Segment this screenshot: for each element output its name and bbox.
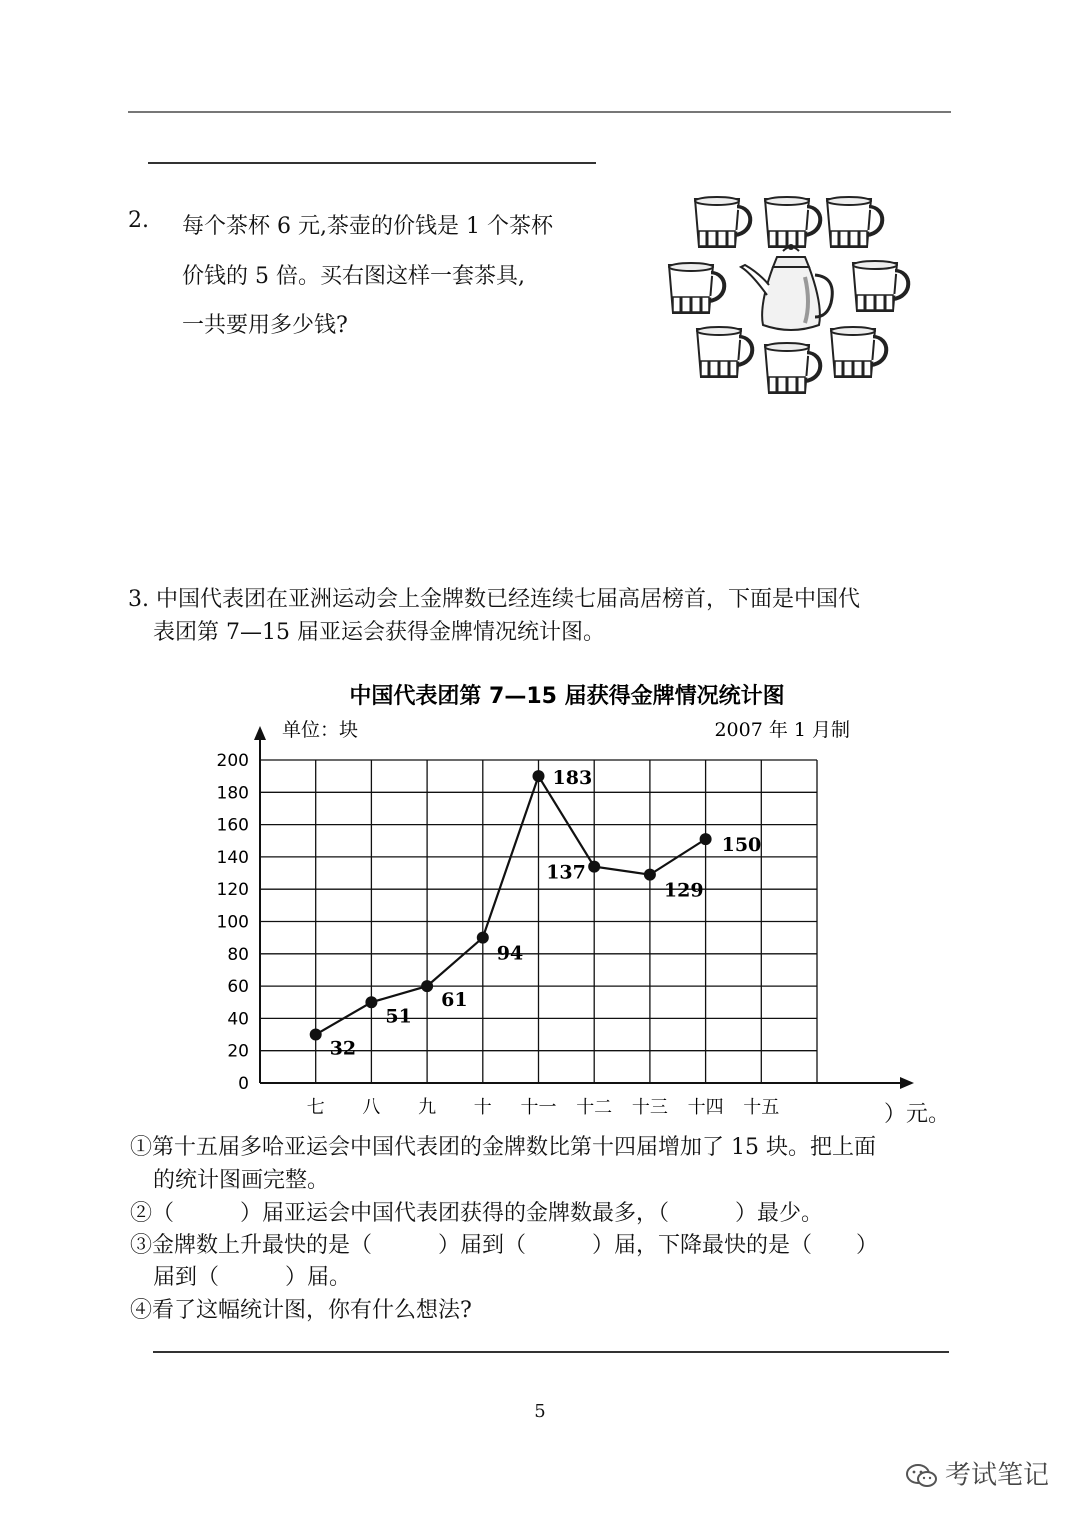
watermark-text: 考试笔记 xyxy=(945,1460,1050,1491)
watermark xyxy=(905,1462,1049,1490)
cup-icon xyxy=(853,261,908,311)
x-axis-arrow-icon xyxy=(900,1077,914,1089)
question-2-line-1: 每个茶杯 6 元,茶壶的价钱是 1 个茶杯 xyxy=(182,214,553,239)
data-point xyxy=(533,770,545,782)
cup-icon xyxy=(765,197,820,247)
y-tick-label: 0 xyxy=(238,1074,249,1094)
y-tick-label: 120 xyxy=(216,880,249,901)
x-tick-label: 十 xyxy=(473,1097,492,1118)
question-2-line-2: 价钱的 5 倍。买右图这样一套茶具, xyxy=(182,264,525,289)
y-tick-label: 20 xyxy=(227,1041,249,1062)
chart-date-label: 2007 年 1 月制 xyxy=(714,719,850,741)
answer-rule-top xyxy=(148,162,596,164)
y-tick-label: 80 xyxy=(227,944,249,965)
subquestion-3-line-2: 届到（ ）届。 xyxy=(153,1265,352,1290)
data-point xyxy=(421,980,433,992)
answer-rule-bottom xyxy=(153,1351,949,1353)
data-label: 183 xyxy=(552,767,593,790)
y-tick-label: 60 xyxy=(227,977,249,998)
question-3-line-2: 表团第 7—15 届亚运会获得金牌情况统计图。 xyxy=(153,620,605,645)
x-tick-label: 八 xyxy=(362,1097,381,1118)
cup-icon xyxy=(827,197,882,247)
data-point xyxy=(310,1029,322,1041)
data-label: 129 xyxy=(663,879,704,902)
cup-icon xyxy=(695,197,750,247)
header-rule xyxy=(128,111,951,113)
x-tick-label: 十四 xyxy=(687,1097,724,1118)
y-axis-arrow-icon xyxy=(254,726,266,740)
data-label: 61 xyxy=(441,989,468,1012)
data-point xyxy=(644,869,656,881)
series-line xyxy=(316,776,706,1034)
teapot-icon xyxy=(741,244,832,330)
x-tick-label: 十一 xyxy=(520,1097,557,1118)
data-point xyxy=(700,833,712,845)
y-tick-label: 140 xyxy=(216,847,249,868)
y-tick-label: 100 xyxy=(216,912,249,933)
x-tick-label: 七 xyxy=(306,1097,325,1118)
subquestion-1-line-1: ①第十五届多哈亚运会中国代表团的金牌数比第十四届增加了 15 块。把上面 xyxy=(130,1135,876,1160)
subquestion-1-line-2: 的统计图画完整。 xyxy=(153,1168,330,1193)
cup-icon xyxy=(765,343,820,393)
data-label: 150 xyxy=(721,834,762,857)
question-2-line-3: 一共要用多少钱? xyxy=(182,313,348,338)
data-label: 137 xyxy=(546,861,586,884)
question-2-number: 2. xyxy=(128,208,149,233)
data-label: 32 xyxy=(329,1037,357,1060)
x-tick-label: 九 xyxy=(418,1097,437,1118)
wechat-icon xyxy=(905,1462,939,1490)
question-3-line-1: 3. 中国代表团在亚洲运动会上金牌数已经连续七届高居榜首，下面是中国代 xyxy=(128,587,860,612)
subquestion-2: ②（ ）届亚运会中国代表团获得的金牌数最多，（ ）最少。 xyxy=(130,1201,824,1226)
tea-set-illustration xyxy=(655,185,915,405)
data-point xyxy=(477,932,489,944)
chart-grid xyxy=(260,760,817,1083)
chart-title: 中国代表团第 7—15 届获得金牌情况统计图 xyxy=(349,684,785,709)
x-tick-label: 十三 xyxy=(631,1097,668,1118)
data-label: 94 xyxy=(496,942,524,965)
data-point xyxy=(365,996,377,1008)
cup-icon xyxy=(831,327,886,377)
x-tick-label: 十二 xyxy=(576,1097,613,1118)
y-tick-label: 40 xyxy=(227,1009,249,1030)
data-point xyxy=(588,861,600,873)
page-number: 5 xyxy=(534,1401,546,1422)
x-tick-label: 十五 xyxy=(743,1097,780,1118)
subquestion-3-line-1: ③金牌数上升最快的是（ ）届到（ ）届，下降最快的是（ ） xyxy=(130,1233,879,1258)
subquestion-4: ④看了这幅统计图，你有什么想法? xyxy=(130,1298,472,1323)
y-tick-label: 160 xyxy=(216,815,249,836)
cup-icon xyxy=(669,263,724,313)
y-tick-label: 200 xyxy=(216,751,249,771)
y-tick-label: 180 xyxy=(216,783,249,804)
chart-unit-label: 单位：块 xyxy=(282,719,359,741)
gold-medal-line-chart xyxy=(0,670,1080,1130)
cup-icon xyxy=(697,327,752,377)
data-label: 51 xyxy=(385,1005,412,1028)
question-3-blank-suffix: ）元。 xyxy=(884,1102,951,1127)
